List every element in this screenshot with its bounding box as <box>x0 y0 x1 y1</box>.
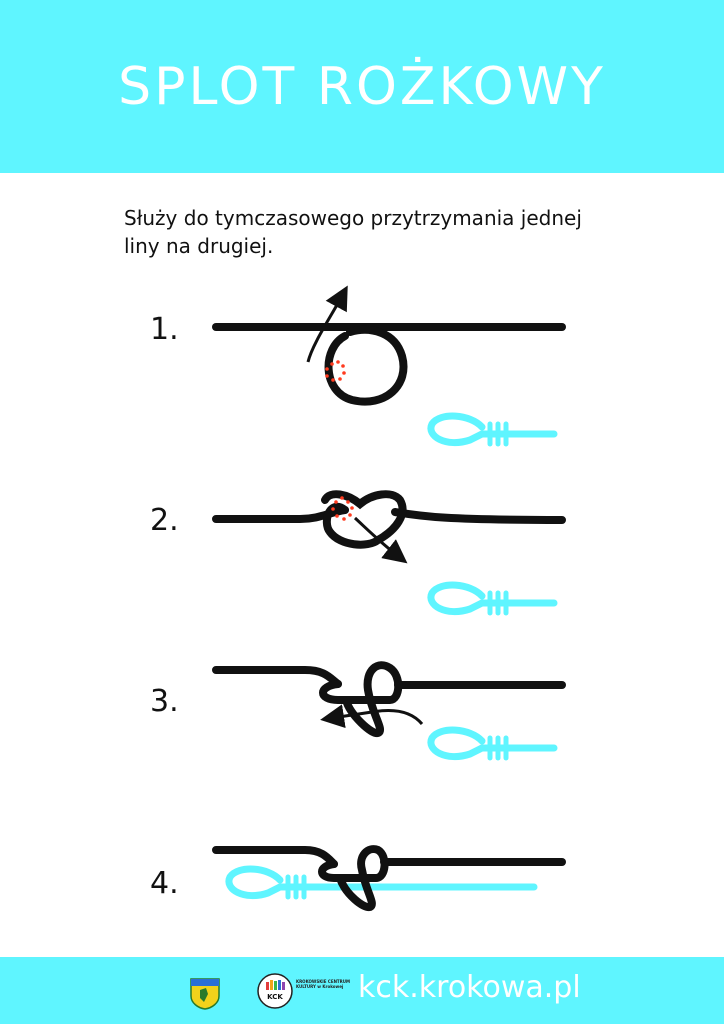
step-3-light-rope <box>431 730 554 758</box>
step-number-4: 4. <box>150 866 179 901</box>
step-3-diagram <box>216 665 562 758</box>
description-line-1: Służy do tymczasowego przytrzymania jednej <box>124 206 582 230</box>
step-3-knot <box>323 665 398 733</box>
step-1-diagram <box>216 296 562 444</box>
description-line-2: liny na drugiej. <box>124 234 274 258</box>
step-3-rope-left <box>216 670 338 684</box>
step-number-2: 2. <box>150 503 179 538</box>
step-4-rope-left <box>216 850 334 864</box>
footer-url-link[interactable]: kck.krokowa.pl <box>358 970 581 1005</box>
step-2-arrow <box>355 518 398 556</box>
step-number-1: 1. <box>150 312 179 347</box>
step-1-loop <box>329 330 404 402</box>
step-number-3: 3. <box>150 684 179 719</box>
coat-of-arms-icon <box>188 976 222 1010</box>
step-2-diagram <box>216 494 562 613</box>
org-name: KROKOWSKIE CENTRUM KULTURY w Krokowej <box>296 979 350 989</box>
kck-logo-text: KCK <box>267 993 283 1001</box>
page-title: SPLOT ROŻKOWY <box>118 56 606 117</box>
step-2-light-rope <box>431 585 554 613</box>
kck-logo-icon <box>256 972 294 1010</box>
step-1-light-rope <box>431 416 554 444</box>
step-4-diagram <box>216 849 562 907</box>
step-2-rope-right <box>395 512 562 520</box>
